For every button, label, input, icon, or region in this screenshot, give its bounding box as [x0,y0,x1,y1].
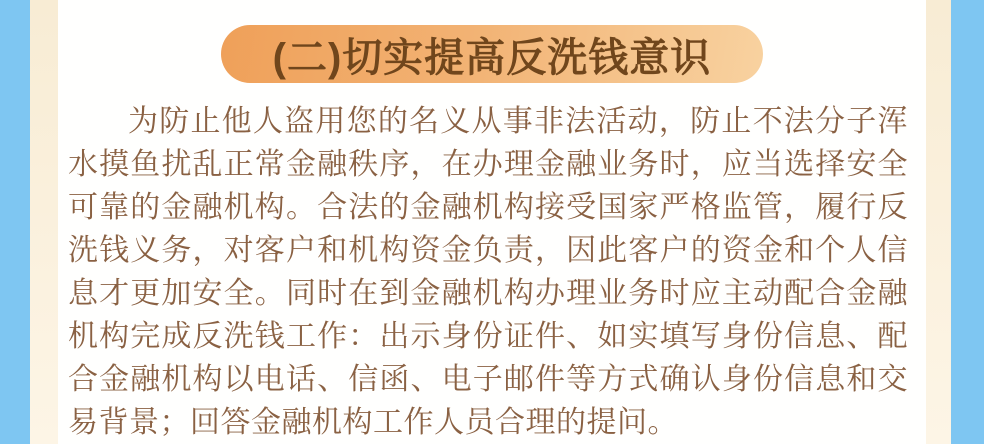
section-header-badge [221,25,764,83]
article-paragraph: 为防止他人盗用您的名义从事非法活动，防止不法分子浑水摸鱼扰乱正常金融秩序，在办理金融业务时，应当选择安全可靠的金融机构。合法的金融机构接受国家严格监管，履行反洗钱义务，对客户和机构资金负责，因此客户的资金和个人信息才更加安全。同时在到金融机构办理业务时应主动配合金融机构完成反洗钱工作：出示身份证件、如实填写身份信息、配合金融机构以电话、信函、电子邮件等方式确认身份信息和交易背景；回答金融机构工作人员合理的提问。 [68,105,908,439]
frame-stripe-left [30,0,58,444]
page-background-right-edge [951,0,984,444]
article-body [58,100,926,444]
page-background-left-edge [0,0,30,444]
frame-stripe-right [926,0,951,444]
content-panel [58,0,926,444]
section-header-title: (二)切实提高反洗钱意识 [272,35,712,80]
